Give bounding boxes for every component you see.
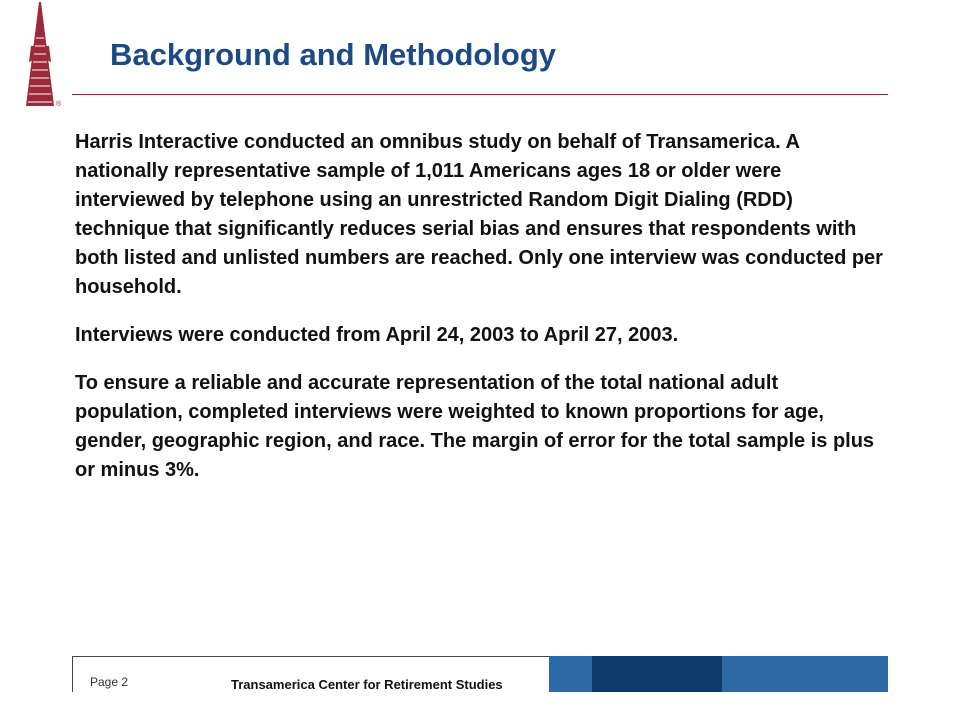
footer-band-light-right: [722, 656, 888, 692]
paragraph-interview-dates: Interviews were conducted from April 24, 2003 to April 27, 2003.: [75, 324, 679, 346]
slide-footer: [72, 656, 888, 692]
footer-band-light-left: [549, 656, 592, 692]
transamerica-pyramid-logo-icon: [20, 2, 70, 110]
footer-organization: Transamerica Center for Retirement Studies: [231, 677, 503, 692]
footer-text-area: [72, 656, 549, 692]
paragraph-study-overview: Harris Interactive conducted an omnibus study on behalf of Transamerica. A nationally representative sample of 1,011 Americans ages 18 or older were interviewed by telephone using an unrestricted Random Digit Dialing (RDD) technique that significantly reduces serial bias and ensures that respondents with both listed and unlisted numbers are reached. Only one interview was conducted per household.: [75, 131, 883, 298]
title-divider: [72, 94, 888, 95]
page-number: Page 2: [90, 675, 129, 689]
slide-body: [75, 128, 885, 485]
paragraph-weighting-margin: To ensure a reliable and accurate representation of the total national adult population, completed interviews were weighted to known proportions for age, gender, geographic region, and race. The margin of error for the total sample is plus or minus 3%.: [75, 372, 875, 481]
registered-mark: ®: [56, 101, 62, 108]
footer-band-dark: [592, 656, 722, 692]
slide-title: Background and Methodology: [110, 37, 557, 72]
